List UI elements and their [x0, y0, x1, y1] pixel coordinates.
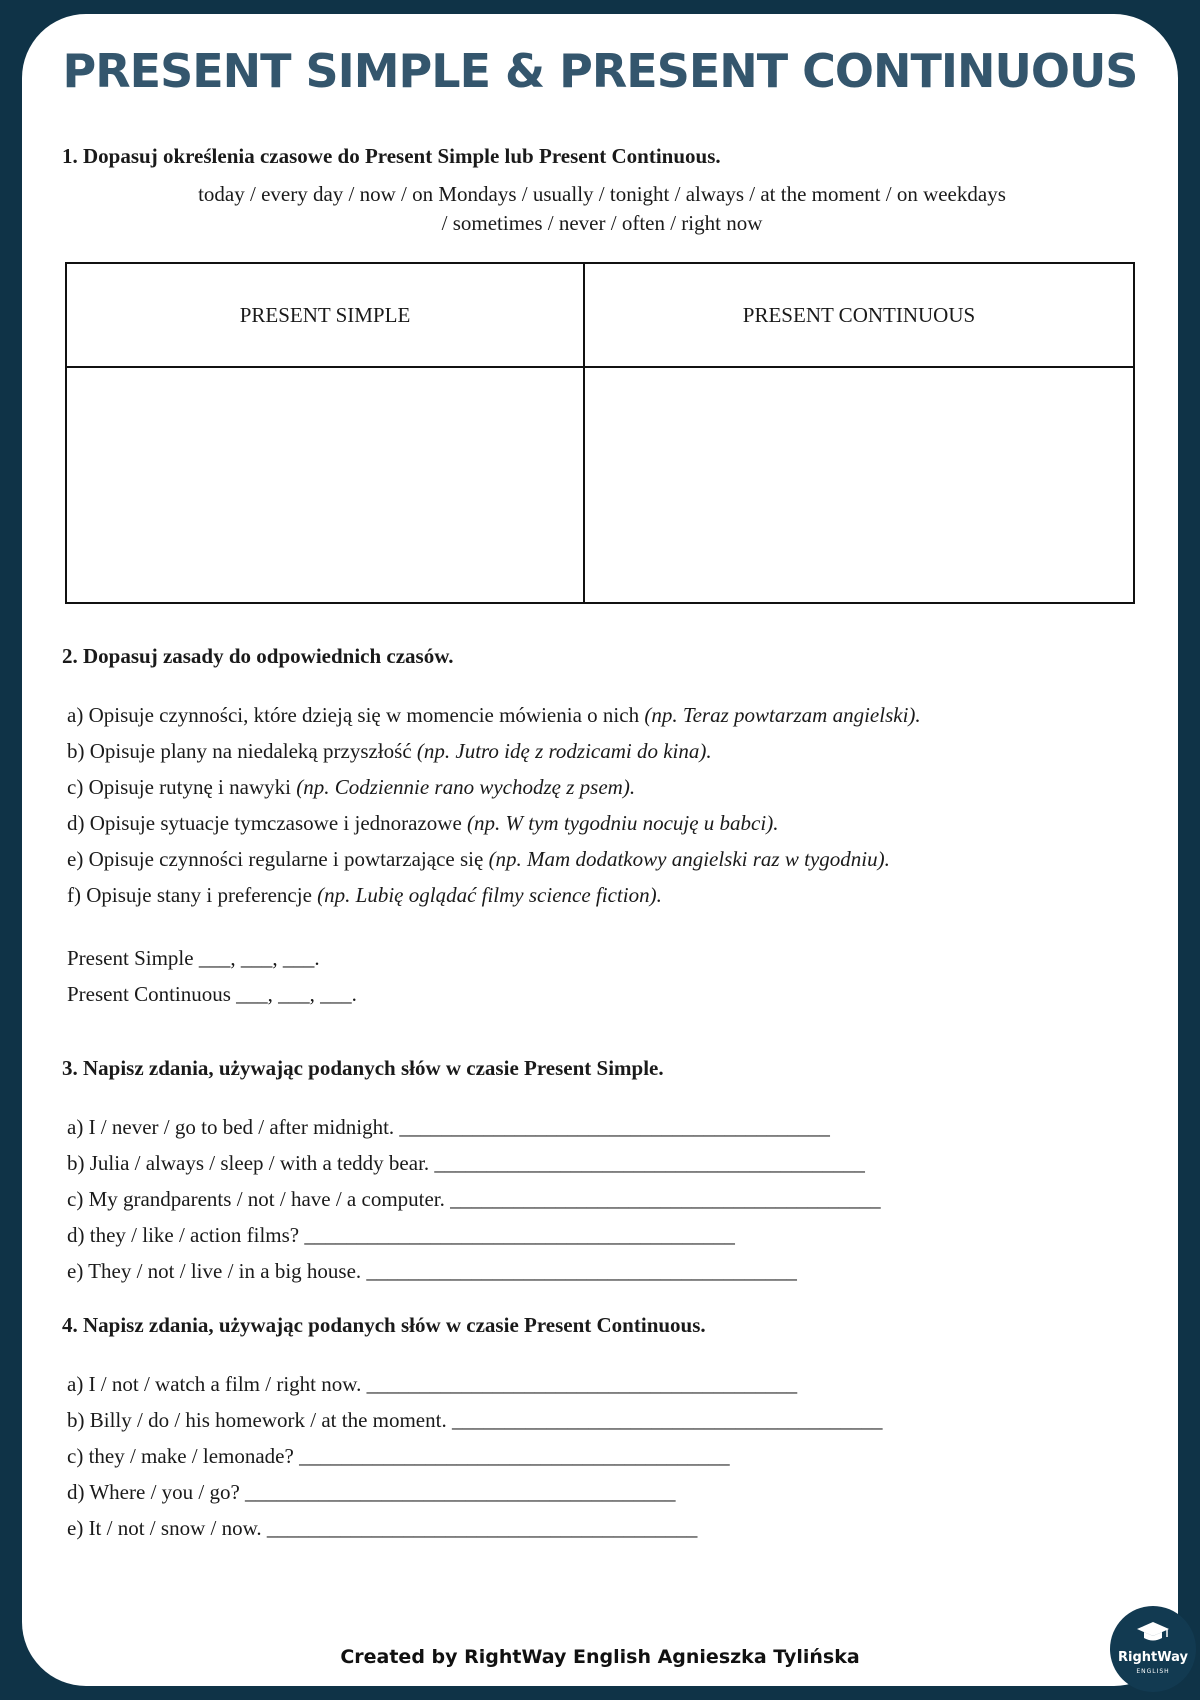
sentence-item[interactable]: d) Where / you / go? _________________________________________ [67, 1480, 676, 1504]
sentence-item[interactable]: e) They / not / live / in a big house. _________________________________________ [67, 1259, 797, 1283]
rule-c [67, 769, 921, 805]
page-title: PRESENT SIMPLE & PRESENT CONTINUOUS [62, 44, 1138, 98]
rule-example: (np. Codziennie rano wychodzę z psem). [296, 775, 636, 799]
rule-text: b) Opisuje plany na niedaleką przyszłość [67, 739, 417, 763]
footer-credit: Created by RightWay English Agnieszka Tylińska [340, 1646, 860, 1668]
table-header-present-simple: PRESENT SIMPLE [66, 263, 584, 367]
rule-example: (np. Mam dodatkowy angielski raz w tygodniu). [488, 847, 890, 871]
rule-d [67, 805, 921, 841]
sentence-item[interactable]: c) My grandparents / not / have / a computer. _________________________________________ [67, 1187, 881, 1211]
sentence-item[interactable]: b) Julia / always / sleep / with a teddy bear. _________________________________________ [67, 1151, 865, 1175]
rule-text: c) Opisuje rutynę i nawyki [67, 775, 297, 799]
rule-e [67, 841, 921, 877]
sentence-item[interactable]: e) It / not / snow / now. _________________________________________ [67, 1516, 698, 1540]
rule-text: e) Opisuje czynności regularne i powtarzające się [67, 847, 489, 871]
sentence-item[interactable]: a) I / never / go to bed / after midnight. _________________________________________ [67, 1115, 830, 1139]
graduation-cap-icon [1136, 1620, 1170, 1642]
worksheet-page [22, 14, 1178, 1686]
sentence-item[interactable]: d) they / like / action films? _________________________________________ [67, 1223, 735, 1247]
sentence-item[interactable]: b) Billy / do / his homework / at the moment. _________________________________________ [67, 1408, 883, 1432]
rule-a [67, 697, 921, 733]
rightway-logo [1110, 1606, 1196, 1692]
exercise-1-heading: 1. Dopasuj określenia czasowe do Present Simple lub Present Continuous. [62, 144, 721, 168]
rule-text: a) Opisuje czynności, które dzieją się w momencie mówienia o nich [67, 703, 645, 727]
exercise-4-heading: 4. Napisz zdania, używając podanych słów w czasie Present Continuous. [62, 1313, 706, 1337]
logo-subtitle: ENGLISH [1136, 1668, 1170, 1675]
rule-example: (np. Teraz powtarzam angielski). [644, 703, 921, 727]
rule-example: (np. Jutro idę z rodzicami do kina). [416, 739, 712, 763]
answer-present-simple[interactable]: Present Simple ___, ___, ___. [67, 946, 320, 970]
table-header-present-continuous: PRESENT CONTINUOUS [584, 263, 1134, 367]
rule-text: f) Opisuje stany i preferencje [67, 883, 318, 907]
exercise-2-heading: 2. Dopasuj zasady do odpowiednich czasów. [62, 644, 454, 668]
rule-example: (np. W tym tygodniu nocuję u babci). [467, 811, 779, 835]
word-bank-line-2: / sometimes / never / often / right now [441, 211, 763, 235]
rules-list [67, 697, 921, 913]
sorting-table [65, 262, 1135, 604]
answer-present-continuous[interactable]: Present Continuous ___, ___, ___. [67, 982, 357, 1006]
sentence-item[interactable]: c) they / make / lemonade? _________________________________________ [67, 1444, 730, 1468]
rule-f [67, 877, 921, 913]
exercise-4-list [67, 1366, 882, 1546]
sentence-item[interactable]: a) I / not / watch a film / right now. _________________________________________ [67, 1372, 798, 1396]
present-continuous-answer-cell[interactable] [584, 367, 1134, 603]
word-bank-line-1: today / every day / now / on Mondays / usually / tonight / always / at the moment / on weekdays [198, 182, 1006, 206]
rule-example: (np. Lubię oglądać filmy science fiction). [317, 883, 662, 907]
logo-name: RightWay [1118, 1650, 1188, 1665]
rule-b [67, 733, 921, 769]
present-simple-answer-cell[interactable] [66, 367, 584, 603]
rule-text: d) Opisuje sytuacje tymczasowe i jednorazowe [67, 811, 468, 835]
exercise-3-heading: 3. Napisz zdania, używając podanych słów w czasie Present Simple. [62, 1056, 664, 1080]
rule-answers [67, 940, 357, 1012]
exercise-3-list [67, 1109, 881, 1289]
word-bank [102, 180, 1102, 238]
